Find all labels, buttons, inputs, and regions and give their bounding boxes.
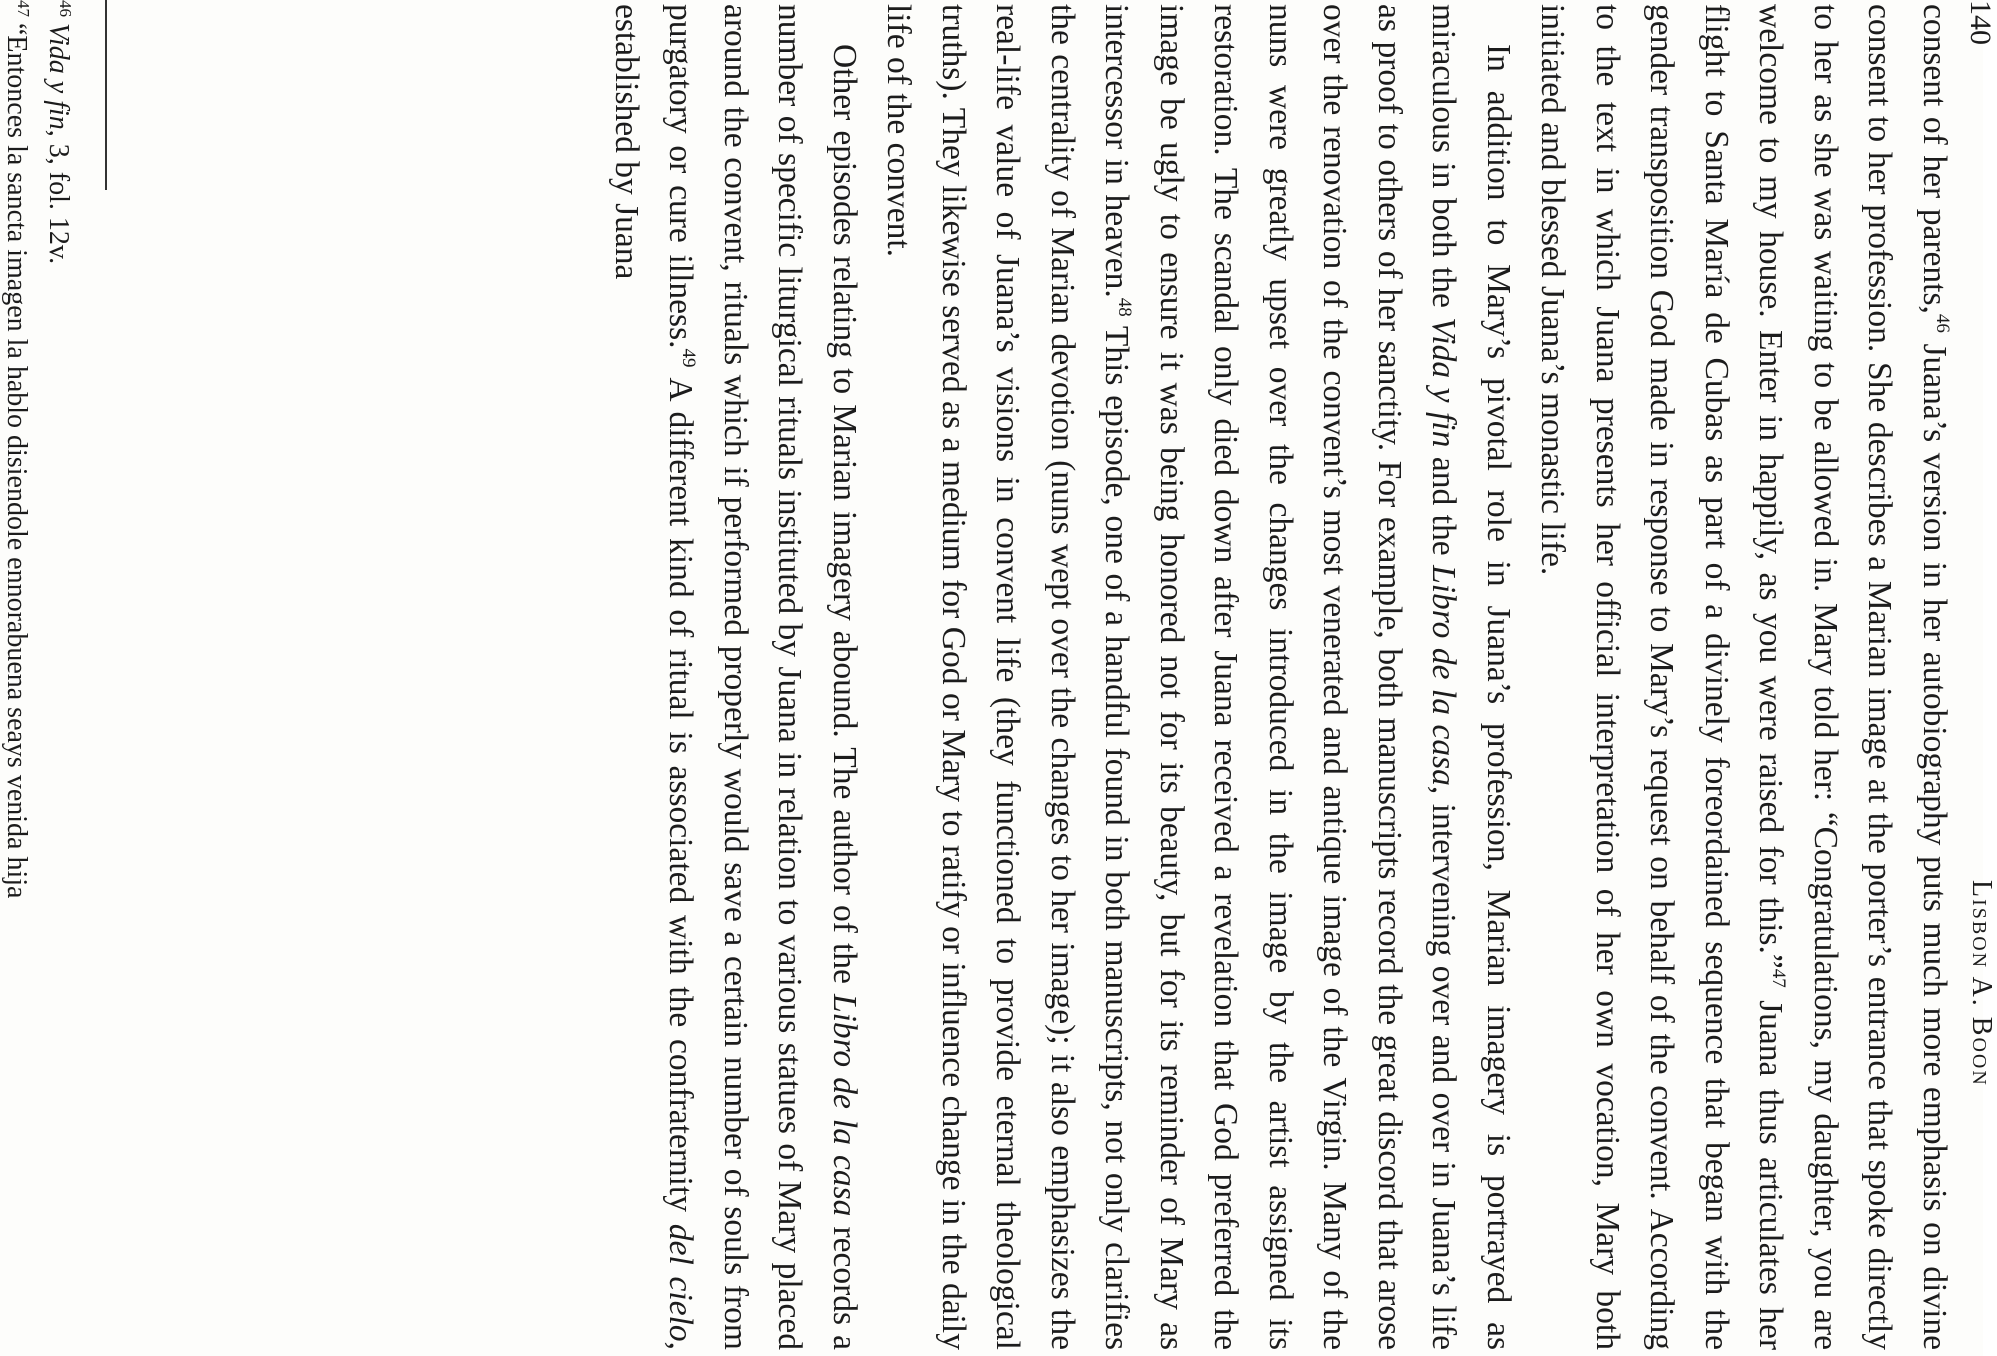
term-del-cielo: del cielo	[662, 1223, 700, 1342]
footnote-number: 46	[56, 0, 75, 17]
title-vida-y-fin: Vida y fin	[1425, 317, 1463, 448]
paragraph-3	[599, 4, 872, 1350]
footnote-title: Vida y fin	[43, 23, 74, 130]
footnote-ref-46: 46	[1932, 313, 1953, 333]
paragraph-3-text-b: records a number of specific liturgical rituals instituted by Juana in relation to various statues of Mary placed around the convent, rituals which if performed properly would save a certain number of souls from purgatory or cure illness.	[662, 4, 863, 1350]
footnote-rule	[105, 0, 107, 190]
page-number: 140	[1964, 0, 1997, 45]
paragraph-1	[1525, 4, 1961, 1350]
paragraph-3-text-d: , established by Juana	[608, 4, 700, 1351]
footnote-46	[41, 0, 83, 1346]
footnote-ref-49: 49	[678, 348, 700, 368]
footnote-number: 47	[14, 0, 33, 17]
paragraph-3-text-a: Other episodes relating to Marian imagery abound. The author of the	[826, 44, 863, 994]
paragraph-1-text-c: Juana thus articulates her flight to Santa María de Cubas as part of a divinely foreordained sequence that began with the gender transposition God made in response to Mary’s request on behalf of the convent. According to the text in which Juana presents her official interpretation of her own vocation, Mary both initiated and blessed Juana’s monastic life.	[1534, 4, 1790, 1350]
running-head: Lisbon A. Boon	[1966, 880, 1997, 1087]
paragraph-2-text-b: and the	[1425, 447, 1463, 566]
paragraph-3-text-c: A different kind of ritual is associated with the confraternity	[662, 367, 700, 1224]
paragraph-2-text-a: In addition to Mary’s pivotal role in Juana’s profession, Marian imagery is portrayed as miraculous in both the	[1425, 4, 1517, 1350]
footnote-text: “Entonces la sancta imagen la hablo disiendole ennorabuena seays venida hija	[1, 23, 32, 899]
title-libro-de-la-casa: Libro de la casa	[826, 993, 863, 1217]
paragraph-2-text-c: , intervening over and over in Juana’s life as proof to others of her sanctity. For example, both manuscripts record the great discord that arose over the renovation of the convent’s most venerated and antique image of the Virgin. Many of the nuns were greatly upset over the changes introduced in the image by the artist assigned its restoration. The scandal only died down after Juana received a revelation that God preferred the image be ugly to ensure it was being honored not for its beauty, but for its reminder of Mary as intercessor in heaven.	[1098, 4, 1463, 1350]
paragraph-2	[871, 4, 1525, 1350]
footnote-ref-48: 48	[1114, 297, 1136, 317]
footnotes	[0, 0, 83, 1346]
paragraph-1-text-a: consent of her parents,	[1916, 4, 1953, 314]
paragraph-1-text-b: Juana’s version in her autobiography puts much more emphasis on divine consent to her profession. She describes a Marian image at the porter’s entrance that spoke directly to her as she was waiting to be allowed in. Mary told her: “Congratulations, my daughter, you are welcome to my house. Enter in happily, as you were raised for this.”	[1752, 4, 1953, 1350]
body-text	[599, 4, 1962, 1350]
footnote-text: , 3, fol. 12v.	[43, 129, 74, 265]
title-libro-de-la-casa: Libro de la casa	[1425, 565, 1463, 786]
footnote-ref-47: 47	[1768, 968, 1790, 988]
footnote-47	[0, 0, 41, 1346]
paragraph-2-text-d: This episode, one of a handful found in both manuscripts, not only clarifies the centrality of Marian devotion (nuns wept over the changes to her image); it also emphasizes the real-life value of Juana’s visions in convent life (they functioned to provide eternal theological truths). They likewise served as a medium for God or Mary to ratify or influence change in the daily life of the convent.	[880, 4, 1136, 1350]
